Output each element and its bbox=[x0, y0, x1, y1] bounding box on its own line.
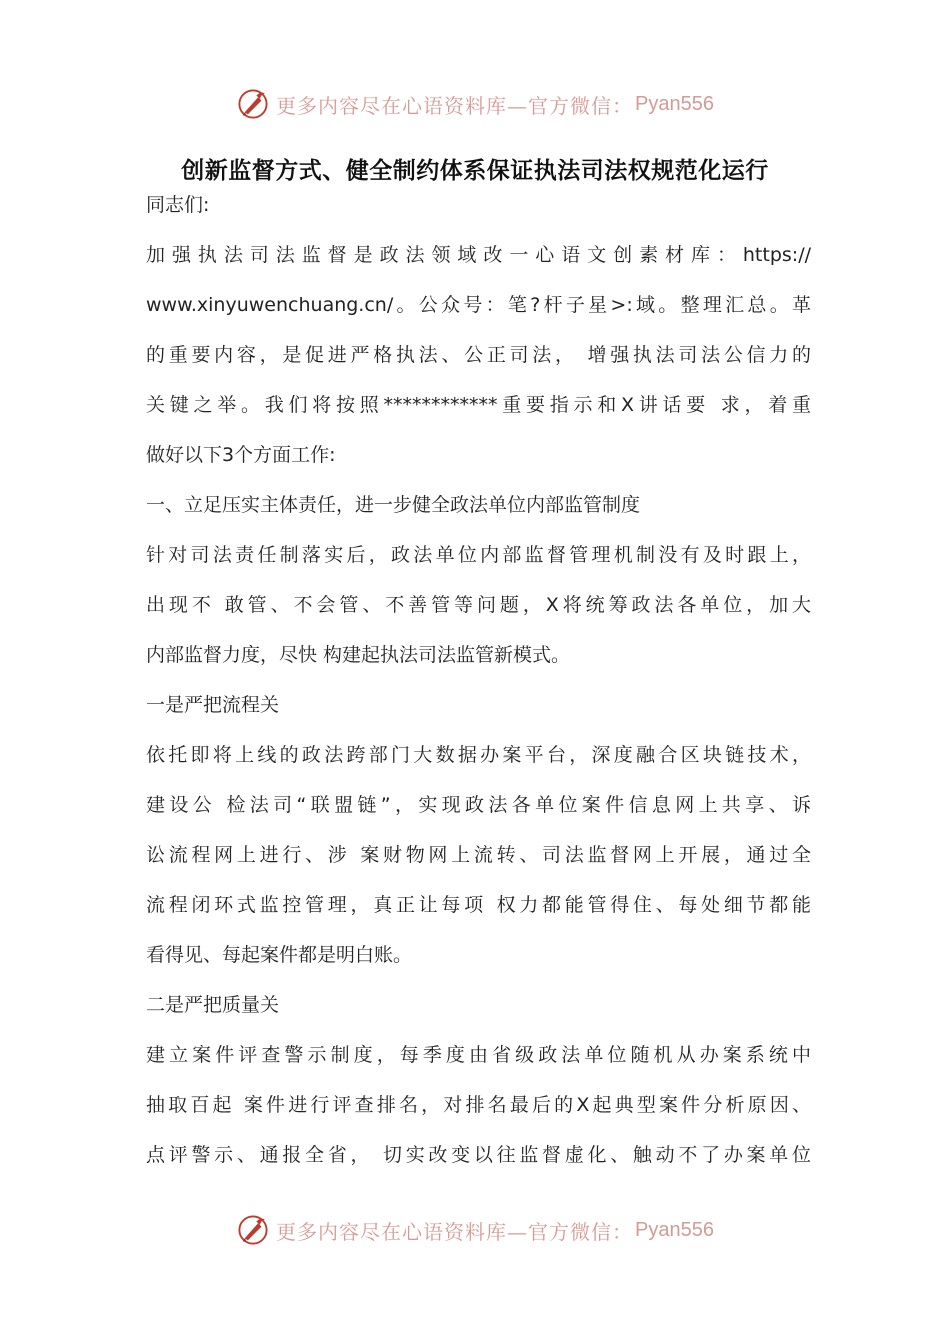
body-line: 关键之举。我们将按照************重要指示和X讲话要 求，着重 bbox=[146, 394, 811, 416]
body-line: 依托即将上线的政法跨部门大数据办案平台，深度融合区块链技术， bbox=[146, 744, 811, 766]
watermark-text: 更多内容尽在心语资料库—官方微信： bbox=[276, 93, 634, 118]
subsection-heading: 二是严把质量关 bbox=[146, 994, 280, 1016]
body-line: 加强执法司法监督是政法领域改一心语文创素材库：https:// bbox=[146, 244, 811, 266]
body-line: 讼流程网上进行、涉 案财物网上流转、司法监督网上开展，通过全 bbox=[146, 844, 811, 866]
body-line: 做好以下3个方面工作: bbox=[146, 444, 336, 466]
body-line: 建立案件评查警示制度，每季度由省级政法单位随机从办案系统中 bbox=[146, 1044, 811, 1066]
subsection-heading: 一是严把流程关 bbox=[146, 694, 280, 716]
watermark-footer bbox=[0, 1210, 950, 1250]
watermark-handle: Pyan556 bbox=[635, 92, 714, 115]
watermark-text: 更多内容尽在心语资料库—官方微信： bbox=[276, 1219, 634, 1244]
body-line: 针对司法责任制落实后，政法单位内部监督管理机制没有及时跟上， bbox=[146, 544, 811, 566]
document-body bbox=[146, 180, 811, 1180]
body-line: 看得见、每起案件都是明白账。 bbox=[146, 944, 413, 966]
document-title: 创新监督方式、健全制约体系保证执法司法权规范化运行 bbox=[181, 157, 769, 184]
body-line: 抽取百起 案件进行评查排名，对排名最后的X起典型案件分析原因、 bbox=[146, 1094, 811, 1116]
body-line: 建设公 检法司“联盟链”，实现政法各单位案件信息网上共享、诉 bbox=[146, 794, 811, 816]
body-line: www.xinyuwenchuang.cn/。公众号：笔?杆子星>:域。整理汇总。革 bbox=[146, 294, 811, 316]
body-line: 点评警示、通报全省， 切实改变以往监督虚化、触动不了办案单位 bbox=[146, 1144, 811, 1166]
body-line: 出现不 敢管、不会管、不善管等问题，X将统筹政法各单位，加大 bbox=[146, 594, 811, 616]
pen-nib-icon bbox=[236, 87, 270, 121]
body-line: 的重要内容，是促进严格执法、公正司法， 增强执法司法公信力的 bbox=[146, 344, 811, 366]
body-line: 内部监督力度，尽快 构建起执法司法监管新模式。 bbox=[146, 644, 571, 666]
pen-nib-icon bbox=[236, 1213, 270, 1247]
body-line: 流程闭环式监控管理，真正让每项 权力都能管得住、每处细节都能 bbox=[146, 894, 811, 916]
watermark-header bbox=[0, 84, 950, 124]
section-heading: 一、立足压实主体责任，进一步健全政法单位内部监管制度 bbox=[146, 494, 641, 516]
body-line: 同志们: bbox=[146, 194, 210, 216]
watermark-handle: Pyan556 bbox=[635, 1218, 714, 1241]
